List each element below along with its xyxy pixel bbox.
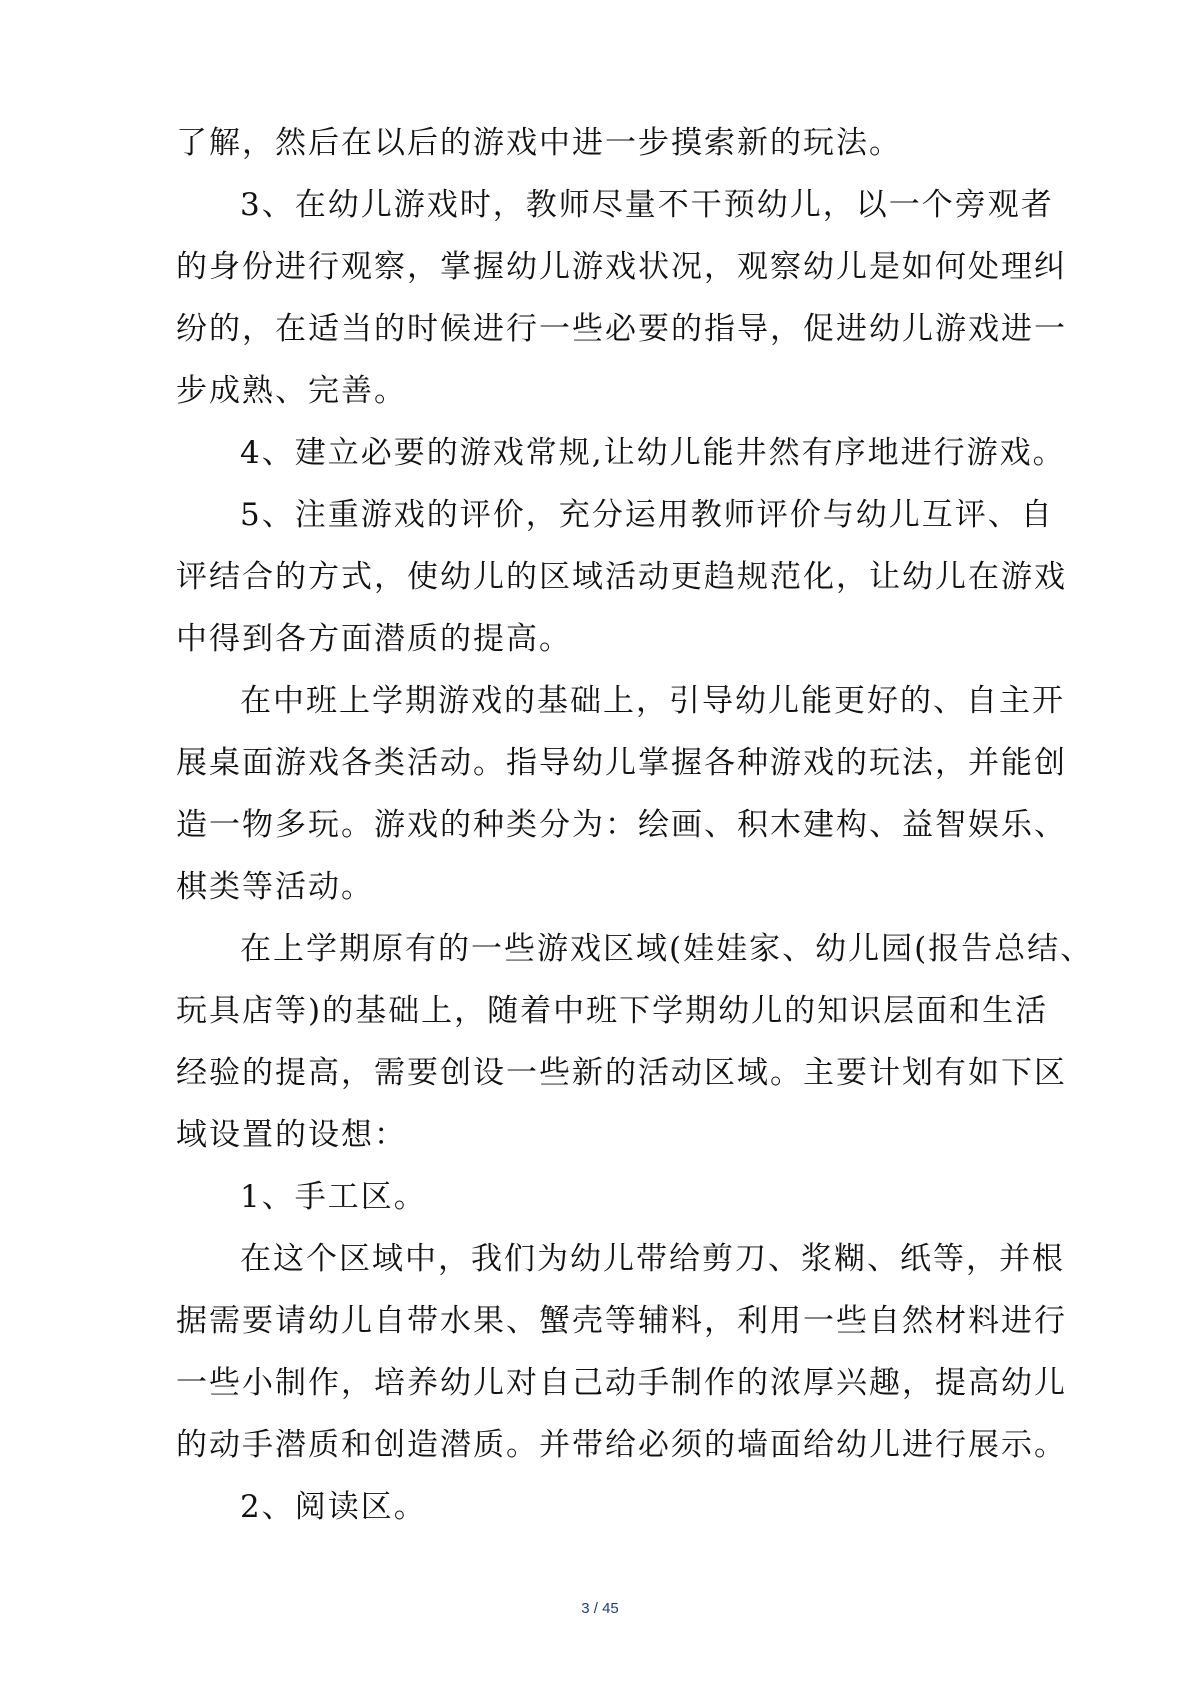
text-line: 经验的提高，需要创设一些新的活动区域。主要计划有如下区 <box>176 1055 1067 1091</box>
text-line: 在上学期原有的一些游戏区域(娃娃家、幼儿园(报告总结、 <box>240 931 1094 967</box>
text-line: 中得到各方面潜质的提高。 <box>176 621 572 657</box>
text-line: 了解，然后在以后的游戏中进一步摸索新的玩法。 <box>176 125 902 161</box>
text-line: 步成熟、完善。 <box>176 373 407 409</box>
page-number: 3 / 45 <box>581 1600 619 1617</box>
text-line: 2、阅读区。 <box>240 1489 427 1525</box>
text-line: 评结合的方式，使幼儿的区域活动更趋规范化，让幼儿在游戏 <box>176 559 1067 595</box>
text-line: 展桌面游戏各类活动。指导幼儿掌握各种游戏的玩法，并能创 <box>176 745 1067 781</box>
text-line: 域设置的设想： <box>176 1117 407 1153</box>
text-line: 4、建立必要的游戏常规,让幼儿能井然有序地进行游戏。 <box>240 435 1066 471</box>
text-line: 棋类等活动。 <box>176 869 374 905</box>
text-line: 玩具店等)的基础上，随着中班下学期幼儿的知识层面和生活 <box>176 993 1049 1029</box>
text-line: 在中班上学期游戏的基础上，引导幼儿能更好的、自主开 <box>240 683 1065 719</box>
text-line: 5、注重游戏的评价，充分运用教师评价与幼儿互评、自 <box>240 497 1054 533</box>
text-line: 1、手工区。 <box>240 1179 427 1215</box>
text-line: 造一物多玩。游戏的种类分为：绘画、积木建构、益智娱乐、 <box>176 807 1067 843</box>
text-line: 的身份进行观察，掌握幼儿游戏状况，观察幼儿是如何处理纠 <box>176 249 1067 285</box>
text-line: 纷的，在适当的时候进行一些必要的指导，促进幼儿游戏进一 <box>176 311 1067 347</box>
text-line: 一些小制作，培养幼儿对自己动手制作的浓厚兴趣，提高幼儿 <box>176 1365 1067 1401</box>
text-line: 3、在幼儿游戏时，教师尽量不干预幼儿，以一个旁观者 <box>240 187 1054 223</box>
text-line: 据需要请幼儿自带水果、蟹壳等辅料，利用一些自然材料进行 <box>176 1303 1067 1339</box>
text-line: 的动手潜质和创造潜质。并带给必须的墙面给幼儿进行展示。 <box>176 1427 1067 1463</box>
text-line: 在这个区域中，我们为幼儿带给剪刀、浆糊、纸等，并根 <box>240 1241 1065 1277</box>
document-body <box>176 112 1094 1538</box>
